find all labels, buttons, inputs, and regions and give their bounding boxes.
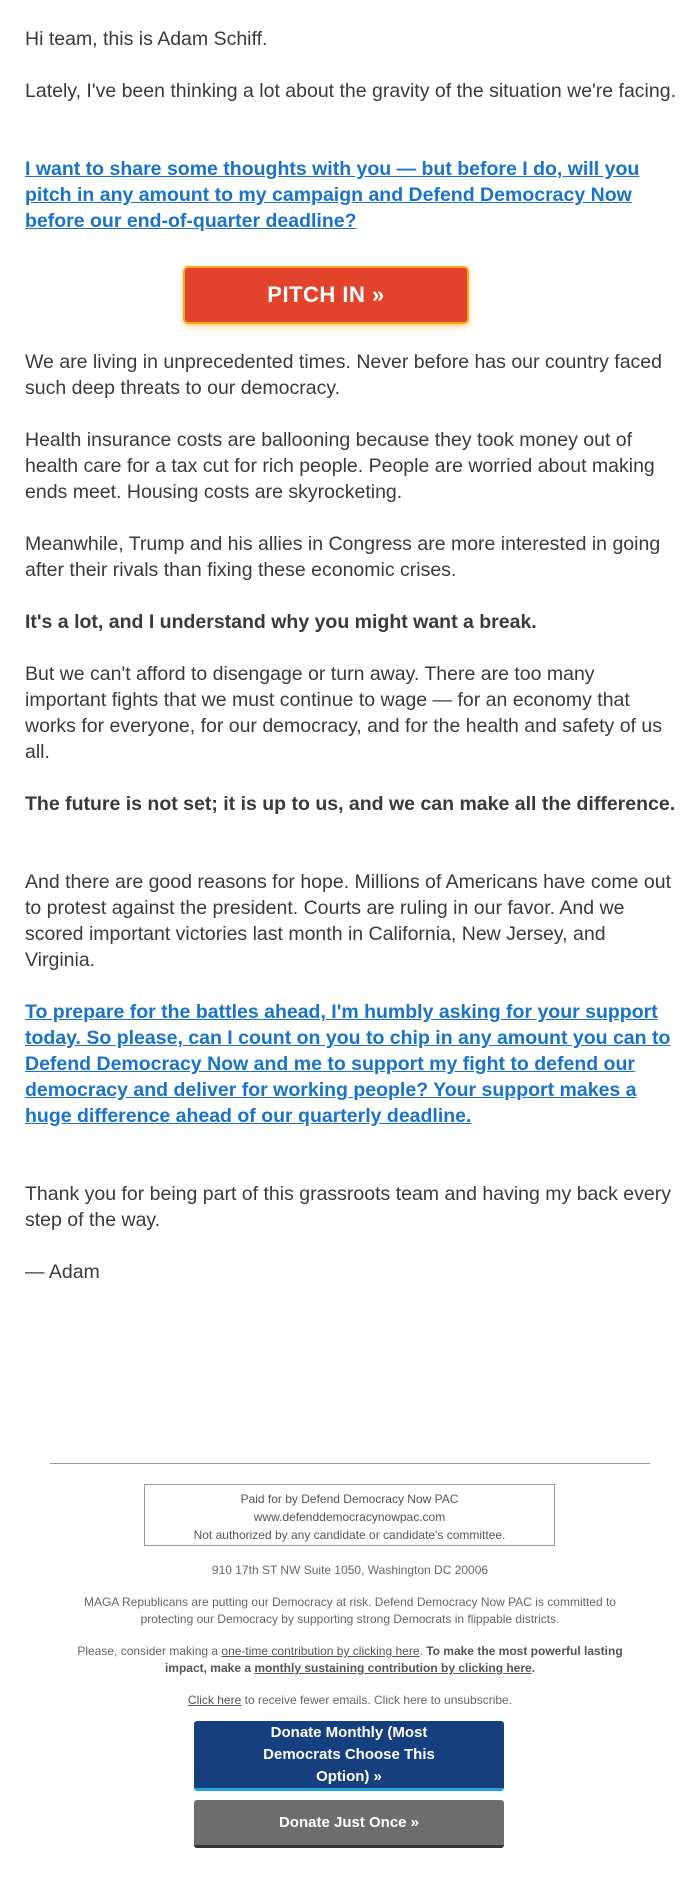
donation-link-first[interactable]: [25, 156, 680, 234]
paragraph-unprecedented: We are living in unprecedented times. Never before has our country faced such deep threats to our democracy.: [25, 351, 662, 399]
footer-divider: [50, 1463, 650, 1464]
greeting: Hi team, this is Adam Schiff.: [25, 28, 268, 50]
consider-text: Please, consider making a: [77, 1644, 222, 1658]
paragraph-thanks: Thank you for being part of this grassroots team and having my back every step of the way.: [25, 1183, 671, 1231]
donation-link-first-text[interactable]: I want to share some thoughts with you — but before I do, will you pitch in any amount to my campaign and Defend Democracy Now before our end-of-quarter deadline?: [25, 158, 640, 232]
donate-monthly-button[interactable]: [194, 1721, 504, 1791]
paragraph-trump: Meanwhile, Trump and his allies in Congress are more interested in going after their rivals than fixing these economic crises.: [25, 533, 661, 581]
signoff: — Adam: [25, 1261, 100, 1283]
paragraph-lately: Lately, I've been thinking a lot about the gravity of the situation we're facing.: [25, 80, 676, 102]
consider-bold-text: To make the most powerful lasting impact, make a: [164, 1644, 623, 1675]
paragraph-health: Health insurance costs are ballooning because they took money out of health care for a tax cut for rich people. People are worried about making ends meet. Housing costs are skyrocketing.: [25, 429, 655, 503]
donate-once-button[interactable]: [194, 1800, 504, 1848]
maga-disclaimer: MAGA Republicans are putting our Democracy at risk. Defend Democracy Now PAC is committed to protecting our Democracy by supporting strong Democrats in flippable districts.: [84, 1595, 616, 1626]
monthly-contribution-link[interactable]: monthly sustaining contribution by clicking here: [254, 1661, 532, 1675]
donate-monthly-label: Donate Monthly (Most Democrats Choose This Option) »: [263, 1723, 435, 1785]
not-authorized-line: Not authorized by any candidate or candidate's committee.: [193, 1528, 506, 1542]
one-time-contribution-link[interactable]: one-time contribution by clicking here: [221, 1644, 420, 1658]
paragraph-future: The future is not set; it is up to us, and we can make all the difference.: [25, 793, 676, 815]
contribution-prompt: [58, 1643, 642, 1677]
pitch-in-button[interactable]: PITCH IN »: [185, 268, 467, 322]
paragraph-hope: And there are good reasons for hope. Millions of Americans have come out to protest against the president. Courts are ruling in our favor. And we scored important victories last month in California, New Jersey, and Virginia.: [25, 871, 672, 971]
unsubscribe-text[interactable]: to receive fewer emails. Click here to unsubscribe.: [241, 1693, 513, 1707]
paid-for-line: Paid for by Defend Democracy Now PAC: [240, 1492, 459, 1506]
consider-separator: .: [419, 1644, 427, 1658]
paid-for-box: [144, 1484, 555, 1546]
mailing-address: 910 17th ST NW Suite 1050, Washington DC 20006: [211, 1563, 489, 1577]
paragraph-disengage: But we can't afford to disengage or turn away. There are too many important fights that we must continue to wage — for an economy that works for everyone, for our democracy, and for the health and safety of us all.: [25, 663, 662, 763]
donation-link-second[interactable]: [25, 999, 680, 1129]
donation-link-second-text[interactable]: To prepare for the battles ahead, I'm humbly asking for your support today. So please, can I count on you to chip in any amount you can to Defend Democracy Now and me to support my fight to defend our democracy and deliver for working people? Your support makes a huge difference ahead of our quarterly deadline.: [25, 1001, 671, 1127]
pac-website: www.defenddemocracynowpac.com: [253, 1510, 446, 1524]
paragraph-break: It's a lot, and I understand why you might want a break.: [25, 611, 537, 633]
fewer-emails-link[interactable]: Click here: [187, 1693, 242, 1707]
donate-once-label: Donate Just Once »: [278, 1813, 420, 1831]
consider-end: .: [531, 1661, 536, 1675]
email-preferences: [55, 1692, 645, 1709]
